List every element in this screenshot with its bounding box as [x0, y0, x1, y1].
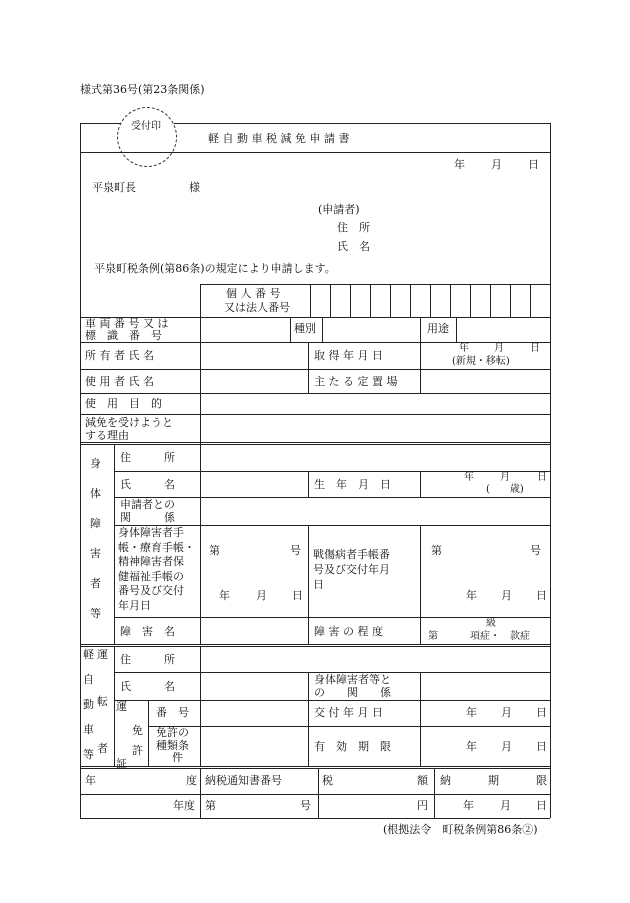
rule — [80, 152, 550, 153]
rule — [200, 647, 201, 767]
row-fiscal: 年度 — [173, 799, 195, 812]
license-number-label: 番 号 — [156, 706, 189, 719]
frame-left — [80, 123, 81, 818]
grade-c: 款症 — [510, 631, 530, 642]
row-dai: 第 — [205, 799, 216, 812]
rule — [80, 342, 550, 343]
tax-due-suffix: 期 — [488, 774, 499, 787]
rule — [308, 342, 309, 393]
grade-b: 項症・ — [470, 631, 500, 642]
frame-right — [550, 123, 551, 818]
applicant-label: (申請者) — [318, 203, 360, 216]
rule — [420, 317, 421, 342]
rule — [200, 284, 550, 285]
row-go: 号 — [300, 799, 311, 812]
acq-note: (新規・移転) — [452, 356, 510, 367]
id-number-box-divider — [390, 284, 391, 317]
row-year: 年 — [463, 799, 474, 812]
rule — [322, 317, 323, 342]
rule — [420, 342, 421, 393]
rule — [310, 284, 311, 318]
vehicle-use-label: 用途 — [427, 322, 449, 335]
id-number-box-divider — [430, 284, 431, 317]
war-day: 日 — [536, 589, 547, 602]
issue-day: 日 — [536, 706, 547, 719]
rule — [114, 497, 550, 498]
war-label-line: 号及び交付年月 — [313, 563, 390, 576]
tax-notice-label: 納税通知書番号 — [205, 774, 282, 787]
license-type-1: 免許の — [156, 726, 189, 739]
reception-stamp — [117, 107, 177, 167]
rule — [200, 445, 201, 645]
rule — [420, 471, 421, 497]
id-number-box-divider — [490, 284, 491, 317]
license-side-char: 免 — [132, 724, 143, 737]
rule — [420, 672, 421, 767]
dis-relation-2: 関 係 — [120, 511, 175, 524]
date-day: 日 — [528, 158, 539, 171]
drvside-char: 等 — [83, 748, 94, 761]
war-go: 号 — [530, 544, 541, 557]
user-label: 使 用 者 氏 名 — [85, 375, 154, 388]
birth-age: ( 歳) — [486, 484, 524, 495]
id-number-label-2: 又は法人番号 — [224, 301, 290, 314]
disability-label: 障 害 名 — [120, 625, 175, 638]
drvside-char: 運 — [97, 648, 108, 661]
cert-label-line: 精神障害者保 — [118, 555, 184, 568]
double-rule — [80, 644, 550, 647]
legal-basis: (根拠法令 町税条例第86条②) — [383, 823, 538, 836]
dside-char: 等 — [90, 607, 101, 620]
rule — [456, 317, 457, 342]
double-rule — [80, 442, 550, 445]
license-side-char: 証 — [116, 757, 127, 770]
rule — [114, 647, 115, 767]
cert-month: 月 — [256, 589, 267, 602]
license-type-2: 種類条 — [156, 739, 189, 752]
rule — [114, 700, 550, 701]
tax-due-end: 限 — [536, 774, 547, 787]
war-year: 年 — [466, 589, 477, 602]
dside-char: 害 — [90, 547, 101, 560]
rule — [80, 794, 550, 795]
id-number-box-divider — [510, 284, 511, 317]
applicant-address: 住 所 — [337, 221, 370, 234]
cert-go: 号 — [290, 544, 301, 557]
rule — [308, 471, 309, 497]
valid-day: 日 — [536, 740, 547, 753]
rule — [80, 369, 550, 370]
addressee-suffix: 様 — [189, 181, 200, 194]
rule — [80, 393, 550, 394]
rule — [420, 617, 421, 645]
cert-label-line: 帳・療育手帳・ — [118, 540, 195, 554]
issue-date-label: 交 付 年 月 日 — [314, 706, 383, 719]
dside-char: 障 — [90, 517, 101, 530]
id-number-label-1: 個 人 番 号 — [226, 287, 281, 300]
id-number-box-divider — [370, 284, 371, 317]
rule — [290, 317, 291, 342]
frame-bottom — [80, 818, 550, 819]
owner-label: 所 有 者 氏 名 — [85, 349, 154, 362]
stamp-label: 受付印 — [131, 121, 161, 132]
id-number-box-divider — [470, 284, 471, 317]
cert-dai: 第 — [209, 544, 220, 557]
birth-day: 日 — [537, 472, 547, 483]
issue-month: 月 — [501, 706, 512, 719]
rule — [308, 525, 309, 617]
cert-label-line: 健福祉手帳の — [118, 569, 184, 583]
location-label: 主 た る 定 置 場 — [314, 375, 398, 388]
id-number-box-divider — [530, 284, 531, 317]
cert-year: 年 — [219, 589, 230, 602]
dis-relation-1: 申請者との — [120, 498, 175, 511]
rule — [80, 414, 550, 415]
cert-label-line: 身体障害者手 — [118, 526, 184, 539]
tax-amount-suffix: 額 — [417, 774, 428, 787]
drvside-char: 者 — [97, 742, 108, 755]
id-number-box-divider — [450, 284, 451, 317]
rule — [114, 471, 550, 472]
dis-birth-label: 生 年 月 日 — [314, 478, 391, 491]
issue-year: 年 — [466, 706, 477, 719]
dside-char: 身 — [90, 457, 101, 470]
id-number-box-divider — [330, 284, 331, 317]
license-side-char: 運 — [116, 700, 127, 713]
drv-relation-1: 身体障害者等と — [314, 673, 391, 686]
cert-day: 日 — [292, 589, 303, 602]
acq-day: 日 — [530, 343, 540, 354]
applicant-name: 氏 名 — [337, 240, 370, 253]
reason-label-1: 減免を受けようと — [85, 416, 173, 429]
tax-fiscal-label: 度 — [186, 774, 197, 787]
addressee: 平泉町長 — [92, 181, 136, 194]
plate-label-2: 標 識 番 号 — [85, 329, 162, 342]
row-yen: 円 — [417, 799, 428, 812]
license-side-char: 許 — [132, 744, 143, 757]
rule — [114, 617, 550, 618]
reason-label-2: する理由 — [85, 429, 129, 442]
drvside-char: 自 — [83, 673, 94, 686]
dside-char: 者 — [90, 577, 101, 590]
date-month: 月 — [491, 158, 502, 171]
drvside-char: 車 — [83, 723, 94, 736]
drvside-char: 転 — [97, 695, 108, 708]
form-id: 様式第36号(第23条関係) — [80, 83, 205, 96]
validity-label: 有 効 期 限 — [314, 740, 391, 753]
valid-month: 月 — [501, 740, 512, 753]
dside-char: 体 — [90, 487, 101, 500]
grade-a: 第 — [428, 631, 438, 642]
acquired-label: 取 得 年 月 日 — [314, 349, 383, 362]
birth-month: 月 — [500, 472, 510, 483]
birth-year: 年 — [464, 472, 474, 483]
license-type-3: 件 — [172, 751, 183, 764]
cert-label-line: 番号及び交付 — [118, 584, 184, 597]
dis-address-label: 住 所 — [120, 451, 175, 464]
degree-label: 障 害 の 程 度 — [314, 625, 383, 638]
drv-address-label: 住 所 — [120, 653, 175, 666]
double-rule — [80, 766, 550, 769]
war-dai: 第 — [431, 544, 442, 557]
id-number-box-divider — [410, 284, 411, 317]
rule — [148, 726, 550, 727]
rule — [308, 617, 309, 645]
rule — [200, 284, 201, 318]
tax-amount-label: 税 — [322, 774, 333, 787]
tax-year-label: 年 — [85, 774, 96, 787]
cert-label-line: 年月日 — [118, 598, 151, 612]
valid-year: 年 — [466, 740, 477, 753]
drv-relation-2: の 関 係 — [314, 686, 391, 699]
war-month: 月 — [501, 589, 512, 602]
rule — [200, 317, 201, 444]
date-year: 年 — [454, 158, 465, 171]
plate-label-1: 車 両 番 号 又 は — [85, 317, 169, 330]
statement: 平泉町税条例(第86条)の規定により申請します。 — [94, 262, 336, 275]
row-month: 月 — [500, 799, 511, 812]
tax-due-label: 納 — [440, 774, 451, 787]
vehicle-type-label: 種別 — [294, 322, 316, 335]
row-day: 日 — [536, 799, 547, 812]
rule — [420, 525, 421, 617]
grade: 級 — [486, 618, 496, 629]
drvside-char: 軽 — [83, 648, 94, 661]
id-number-box-divider — [350, 284, 351, 317]
war-label-line: 日 — [313, 578, 324, 591]
dis-name-label: 氏 名 — [120, 478, 175, 491]
acq-month: 月 — [494, 343, 504, 354]
drvside-char: 動 — [83, 698, 94, 711]
rule — [308, 672, 309, 767]
rule — [114, 445, 115, 645]
form-title: 軽 自 動 車 税 減 免 申 請 書 — [208, 132, 350, 145]
war-label-line: 戦傷病者手帳番 — [313, 548, 390, 561]
rule — [148, 700, 149, 767]
purpose-label: 使 用 目 的 — [85, 397, 162, 410]
drv-name-label: 氏 名 — [120, 680, 175, 693]
acq-year: 年 — [459, 343, 469, 354]
